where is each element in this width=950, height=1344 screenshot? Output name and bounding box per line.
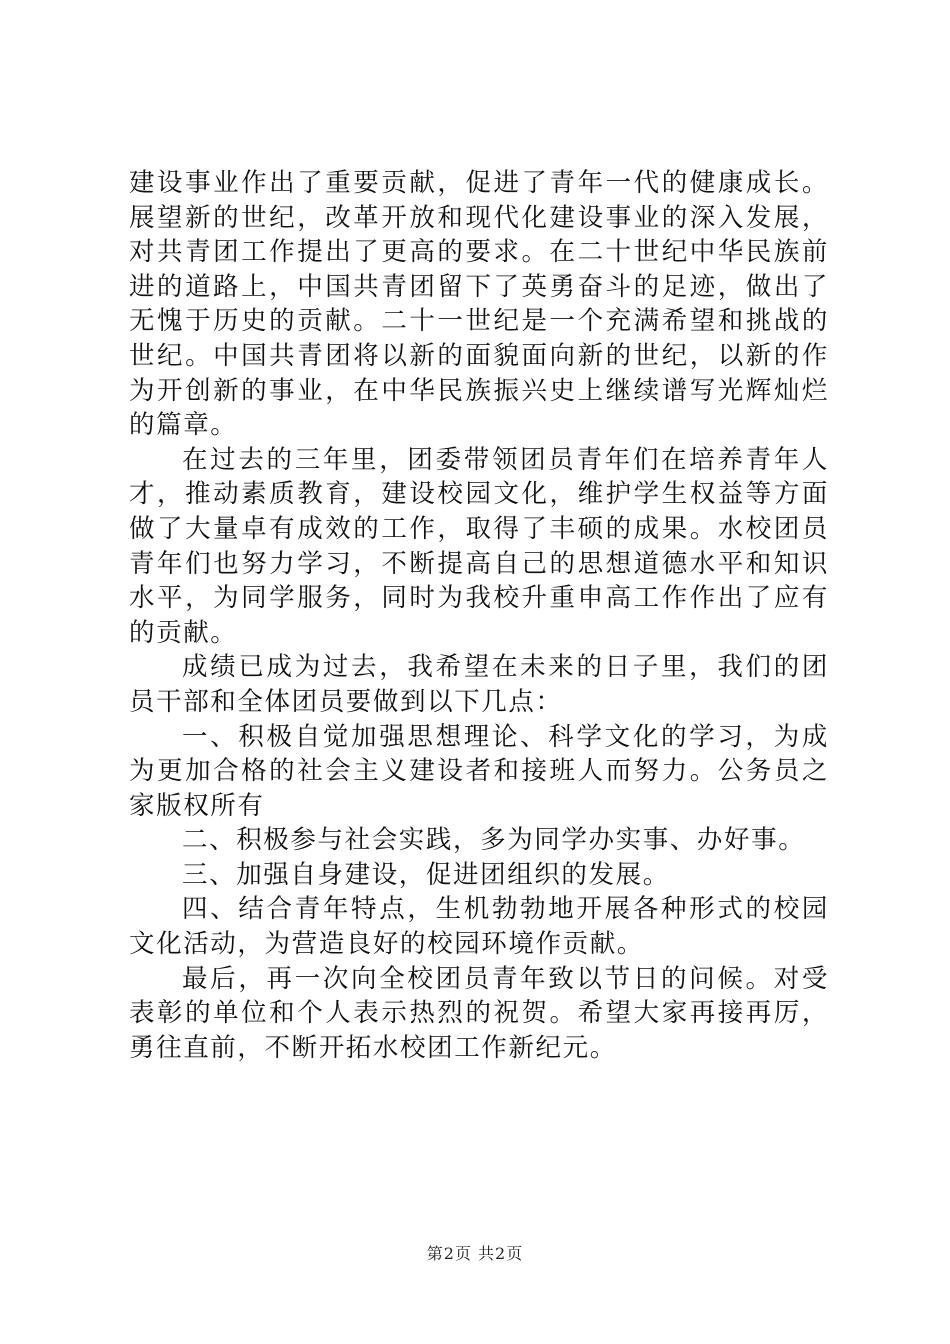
page-number-footer: 第2页 共2页	[426, 1244, 524, 1263]
list-item-point-one: 一、积极自觉加强思想理论、科学文化的学习，为成为更加合格的社会主义建设者和接班人而努力。公务员之家版权所有	[129, 721, 829, 821]
document-body	[129, 166, 829, 1065]
paragraph-future-hopes: 成绩已成为过去，我希望在未来的日子里，我们的团员干部和全体团员要做到以下几点：	[129, 652, 829, 717]
list-item-point-two: 二、积极参与社会实践，多为同学办实事、办好事。	[182, 825, 806, 856]
paragraph-closing: 最后，再一次向全校团员青年致以节日的问候。对受表彰的单位和个人表示热烈的祝贺。希望大家再接再厉，勇往直前，不断开拓水校团工作新纪元。	[129, 963, 829, 1063]
paragraph-past-three-years: 在过去的三年里，团委带领团员青年们在培养青年人才，推动素质教育，建设校园文化，维护学生权益等方面做了大量卓有成效的工作，取得了丰硕的成果。水校团员青年们也努力学习，不断提高自己的思想道德水平和知识水平，为同学服务，同时为我校升重申高工作作出了应有的贡献。	[129, 444, 829, 648]
list-item-point-three: 三、加强自身建设，促进团组织的发展。	[182, 859, 670, 890]
list-item-point-four: 四、结合青年特点，生机勃勃地开展各种形式的校园文化活动，为营造良好的校园环境作贡献。	[129, 894, 829, 960]
paragraph-continued-intro: 建设事业作出了重要贡献，促进了青年一代的健康成长。展望新的世纪，改革开放和现代化建设事业的深入发展，对共青团工作提出了更高的要求。在二十世纪中华民族前进的道路上，中国共青团留下了英勇奋斗的足迹，做出了无愧于历史的贡献。二十一世纪是一个充满希望和挑战的世纪。中国共青团将以新的面貌面向新的世纪，以新的作为开创新的事业，在中华民族振兴史上继续谱写光辉灿烂的篇章。	[129, 168, 829, 441]
